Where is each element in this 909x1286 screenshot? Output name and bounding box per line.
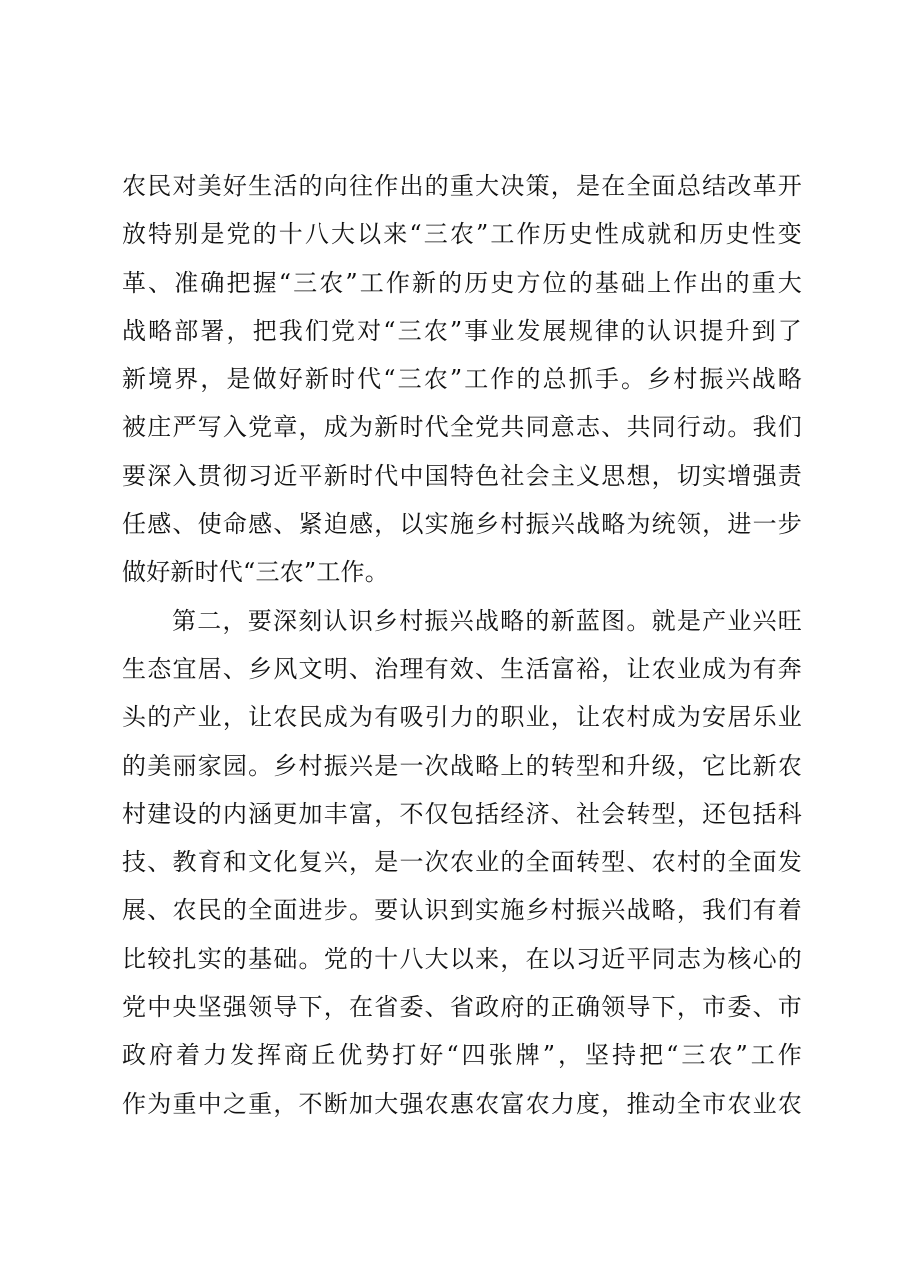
text-line: 技、教育和文化复兴，是一次农业的全面转型、农村的全面发	[122, 848, 802, 877]
paragraph-1	[122, 162, 802, 597]
text-line: 战略部署，把我们党对“三农”事业发展规律的认识提升到了	[122, 316, 802, 345]
text-line: 比较扎实的基础。党的十八大以来，在以习近平同志为核心的	[122, 944, 802, 973]
text-line: 政府着力发挥商丘优势打好“四张牌”，坚持把“三农”工作	[122, 1041, 802, 1070]
text-line: 第二，要深刻认识乡村振兴战略的新蓝图。就是产业兴旺	[172, 606, 802, 635]
text-line: 村建设的内涵更加丰富，不仅包括经济、社会转型，还包括科	[122, 799, 802, 828]
text-line: 展、农民的全面进步。要认识到实施乡村振兴战略，我们有着	[122, 896, 802, 925]
text-line: 党中央坚强领导下，在省委、省政府的正确领导下，市委、市	[122, 993, 802, 1022]
paragraph-2	[122, 597, 802, 1128]
text-line: 的美丽家园。乡村振兴是一次战略上的转型和升级，它比新农	[122, 751, 802, 780]
text-line: 作为重中之重，不断加大强农惠农富农力度，推动全市农业农	[122, 1089, 802, 1118]
text-line: 被庄严写入党章，成为新时代全党共同意志、共同行动。我们	[122, 413, 802, 442]
text-line: 要深入贯彻习近平新时代中国特色社会主义思想，切实增强责	[122, 461, 802, 490]
text-line: 生态宜居、乡风文明、治理有效、生活富裕，让农业成为有奔	[122, 654, 802, 683]
text-line: 新境界，是做好新时代“三农”工作的总抓手。乡村振兴战略	[122, 365, 802, 394]
document-body	[122, 162, 802, 1128]
text-line: 农民对美好生活的向往作出的重大决策，是在全面总结改革开	[122, 172, 802, 200]
text-line: 做好新时代“三农”工作。	[122, 558, 389, 587]
text-line: 头的产业，让农民成为有吸引力的职业，让农村成为安居乐业	[122, 703, 802, 732]
text-line: 放特别是党的十八大以来“三农”工作历史性成就和历史性变	[122, 220, 802, 249]
text-line: 任感、使命感、紧迫感，以实施乡村振兴战略为统领，进一步	[122, 510, 802, 539]
text-line: 革、准确把握“三农”工作新的历史方位的基础上作出的重大	[122, 268, 802, 297]
